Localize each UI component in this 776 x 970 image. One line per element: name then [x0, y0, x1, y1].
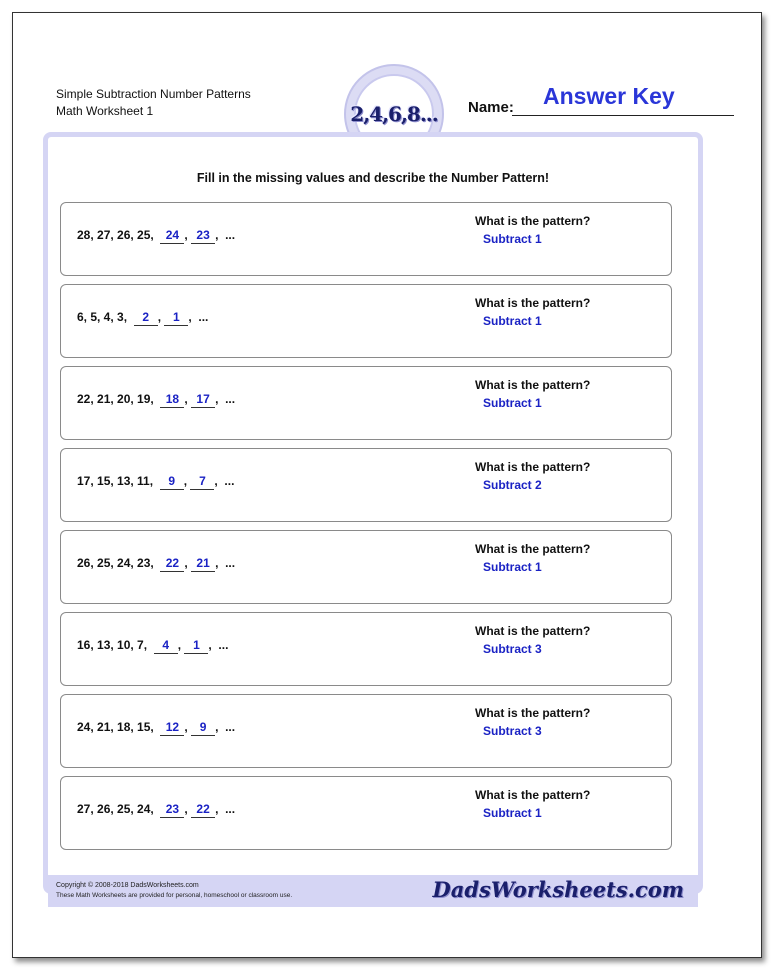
answer-blank-1: 22	[160, 556, 184, 572]
answer-blank-2: 21	[191, 556, 215, 572]
copyright-text: Copyright © 2008-2018 DadsWorksheets.com	[56, 882, 199, 889]
given-numbers: 6, 5, 4, 3,	[77, 310, 128, 324]
problem-box	[60, 530, 672, 604]
pattern-badge-text: 2,4,6,8...	[350, 102, 438, 126]
number-sequence	[77, 474, 234, 490]
ellipsis: , ...	[215, 392, 236, 406]
answer-blank-1: 18	[160, 392, 184, 408]
given-numbers: 17, 15, 13, 11,	[77, 474, 154, 488]
answer-blank-1: 12	[160, 720, 184, 736]
pattern-answer: Subtract 3	[483, 724, 542, 738]
problem-box	[60, 202, 672, 276]
pattern-question: What is the pattern?	[475, 460, 591, 474]
ellipsis: , ...	[214, 474, 235, 488]
answer-blank-2: 7	[190, 474, 214, 490]
pattern-answer: Subtract 1	[483, 396, 542, 410]
pattern-question: What is the pattern?	[475, 296, 591, 310]
answer-blank-2: 1	[164, 310, 188, 326]
number-sequence	[77, 802, 235, 818]
answer-blank-2: 1	[184, 638, 208, 654]
footer-bar	[48, 875, 698, 907]
answer-blank-2: 23	[191, 228, 215, 244]
comma: ,	[184, 720, 192, 734]
number-sequence	[77, 392, 235, 408]
worksheet-title: Simple Subtraction Number Patterns	[56, 87, 251, 101]
pattern-answer: Subtract 3	[483, 642, 542, 656]
pattern-answer: Subtract 1	[483, 232, 542, 246]
pattern-question: What is the pattern?	[475, 788, 591, 802]
pattern-answer: Subtract 1	[483, 806, 542, 820]
ellipsis: , ...	[215, 802, 236, 816]
given-numbers: 26, 25, 24, 23,	[77, 556, 154, 570]
worksheet-subtitle: Math Worksheet 1	[56, 104, 154, 118]
pattern-answer: Subtract 1	[483, 560, 542, 574]
given-numbers: 16, 13, 10, 7,	[77, 638, 148, 652]
answer-blank-2: 22	[191, 802, 215, 818]
ellipsis: , ...	[215, 556, 236, 570]
problem-box	[60, 776, 672, 850]
name-line	[512, 115, 734, 116]
pattern-question: What is the pattern?	[475, 624, 591, 638]
ellipsis: , ...	[188, 310, 209, 324]
answer-blank-1: 23	[160, 802, 184, 818]
answer-blank-1: 24	[160, 228, 184, 244]
problem-box	[60, 694, 672, 768]
problem-box	[60, 448, 672, 522]
answer-blank-2: 9	[191, 720, 215, 736]
pattern-answer: Subtract 2	[483, 478, 542, 492]
comma: ,	[184, 228, 192, 242]
number-sequence	[77, 310, 208, 326]
answer-key-label: Answer Key	[543, 83, 675, 109]
pattern-question: What is the pattern?	[475, 542, 591, 556]
number-sequence	[77, 228, 235, 244]
answer-blank-1: 4	[154, 638, 178, 654]
pattern-question: What is the pattern?	[475, 706, 591, 720]
given-numbers: 28, 27, 26, 25,	[77, 228, 154, 242]
comma: ,	[177, 638, 185, 652]
answer-blank-2: 17	[191, 392, 215, 408]
comma: ,	[184, 556, 192, 570]
answer-blank-1: 9	[160, 474, 184, 490]
number-sequence	[77, 638, 228, 654]
ellipsis: , ...	[215, 720, 236, 734]
brand-logo: DadsWorksheets.com	[432, 877, 684, 902]
given-numbers: 24, 21, 18, 15,	[77, 720, 154, 734]
name-label: Name:	[468, 99, 514, 116]
given-numbers: 27, 26, 25, 24,	[77, 802, 154, 816]
number-sequence	[77, 720, 235, 736]
usage-notice: These Math Worksheets are provided for personal, homeschool or classroom use.	[56, 892, 293, 899]
pattern-answer: Subtract 1	[483, 314, 542, 328]
ellipsis: , ...	[215, 228, 236, 242]
comma: ,	[157, 310, 165, 324]
problem-box	[60, 612, 672, 686]
comma: ,	[184, 802, 192, 816]
pattern-question: What is the pattern?	[475, 214, 591, 228]
number-sequence	[77, 556, 235, 572]
comma: ,	[183, 474, 191, 488]
given-numbers: 22, 21, 20, 19,	[77, 392, 154, 406]
comma: ,	[184, 392, 192, 406]
answer-blank-1: 2	[134, 310, 158, 326]
problem-box	[60, 366, 672, 440]
pattern-question: What is the pattern?	[475, 378, 591, 392]
instruction-text: Fill in the missing values and describe the Number Pattern!	[196, 171, 550, 185]
problem-box	[60, 284, 672, 358]
ellipsis: , ...	[208, 638, 229, 652]
